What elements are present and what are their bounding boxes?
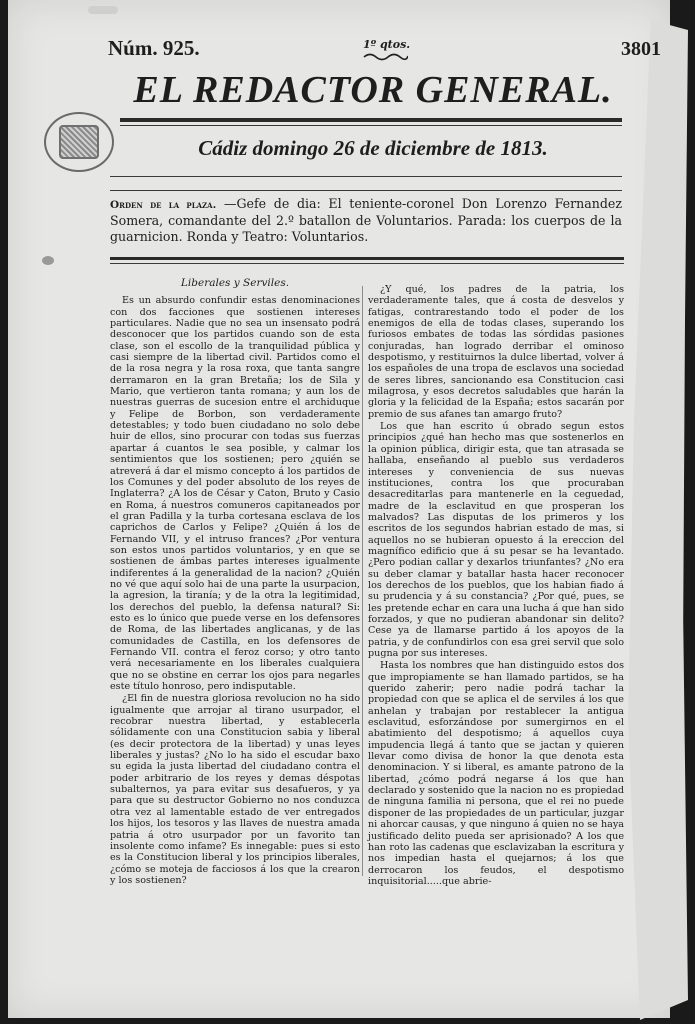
title-rule-thick: [120, 118, 622, 122]
section-rule-thick: [110, 257, 624, 260]
article-paragraph: Los que han escrito ú obrado segun estos principios ¿qué han hecho mas que sostenerlos en la opinion pública, dirigir esta, que tan atrasada se hallaba, enseñando al pueblo sus verdaderos intereses y conveniencia de sus nuevas instituciones, contra los que procuraban desacreditarlas para mantenerle en la ceguedad, madre de la esclavitud en que prosperan los malvados? Las disputas de los primeros y los escritos de los segundos habrian estado de mas, si aquellos no se hubieran opuesto á la ereccion del magnífico edificio que á su pesar se ha levantado. ¿Pero podian callar y dexarlos triunfantes? ¿No era su deber clamar y batallar hasta hacer reconocer los derechos de los pueblos, que los habian fiado á su prudencia y á su constancia? ¿Por qué, pues, se les pretende echar en cara una lucha á que han sido forzados, y que no pudieran abandonar sin delito? Cese ya de llamarse partido á los apoyos de la patria, y de confundirlos con esa grei servil que solo pugna por sus intereses.: [368, 421, 624, 659]
article-heading: Liberales y Serviles.: [180, 277, 290, 289]
article-column-right: [368, 284, 624, 888]
orders-label: Orden de la plaza.: [110, 199, 217, 211]
issue-header: [108, 36, 667, 70]
dateline: Cádiz domingo 26 de diciembre de 1813.: [198, 136, 548, 160]
dateline-rule-bottom: [110, 190, 622, 191]
garrison-orders: [110, 196, 622, 245]
column-divider: [362, 286, 363, 876]
article-paragraph: ¿Y qué, los padres de la patria, los verdaderamente tales, que á costa de desvelos y fatigas, contrarestando todo el poder de los enemigos de ella de todas clases, superando los furiosos embates de todas las sórdidas pasiones conjuradas, han logrado derribar el ominoso despotismo, y restituirnos la dulce libertad, volver á los españoles de una tropa de esclavos una sociedad de seres libres, sancionando esa Constitucion casi milagrosa, y esos decretos saludables que harán la gloria y la felicidad de la España; estos sacarán por premio de sus afanes tan amargo fruto?: [368, 284, 624, 420]
orders-text: —Gefe de dia: El teniente-coronel Don Lorenzo Fernandez Somera, comandante del 2.º batallon de Voluntarios. Parada: los cuerpos de la guarnicion. Ronda y Teatro: Voluntarios.: [110, 196, 622, 244]
article-paragraph: Hasta los nombres que han distinguido estos dos que impropiamente se han llamado partidos, se ha querido zaherir; pero nadie podrá tachar la propiedad con que se aplica el de serviles á los que anhelan y trabajan por restablecer la antigua esclavitud, esforzándose por sumergirnos en el abatimiento del despotismo; á aquellos cuya impudencia llegá á tanto que se jactan y quieren llevar como divisa de honor la que denota esta denominacion. Y si liberal, es amante patrono de la libertad, ¿cómo podrá negarse á los que han declarado y sostenido que la nacion no es propiedad de ninguna familia ni persona, que el rei no puede disponer de las propiedades de un particular, juzgar ni ahorcar causas, y que ninguno á quien no se haya justificado delito pueda ser aprisionado? A los que han roto las cadenas que esclavizaban la escritura y nos impedian hasta el quejarnos; á los que derrocaron los feudos, el despotismo inquisitorial.....que abrie-: [368, 660, 624, 887]
ink-blot: [42, 256, 54, 265]
library-seal-stamp-icon: [44, 112, 114, 172]
handwritten-note: 1º qtos.: [363, 38, 411, 51]
paper-mark: [88, 6, 118, 14]
newspaper-title: EL REDACTOR GENERAL.: [133, 69, 613, 111]
title-rule-thin: [120, 125, 622, 126]
article-paragraph: ¿El fin de nuestra gloriosa revolucion no ha sido igualmente que arrojar al tirano usurpador, el recobrar nuestra libertad, y establecerla sólidamente con una Constitucion sabia y liberal (es decir protectora de la libertad) y unas leyes liberales y justas? ¿No lo ha sido el escudar baxo su egida la justa libertad del ciudadano contra el poder arbitrario de los reyes y demas déspotas subalternos, ya para evitar sus desafueros, y ya para que su destructor Gobierno no nos conduzca otra vez al lamentable estado de ver entregados los hijos, los tesoros y las llaves de nuestra amada patria á otro usurpador por un favorito tan insolente como infame? Es innegable: pues si esto es la Constitucion liberal y los principios liberales, ¿cómo se moteja de facciosos á los que la crearon y los sostienen?: [110, 693, 360, 886]
section-rule-thin: [110, 263, 624, 264]
page-number: 3801: [621, 38, 661, 60]
issue-number: Núm. 925.: [108, 36, 200, 60]
article-column-left: [110, 278, 360, 887]
article-paragraph: Es un absurdo confundir estas denominaciones con dos facciones que sostienen intereses particulares. Nadie que no sea un insensato podrá desconocer que los partidos cuando son de esta clase, son el escollo de la tranquilidad pública y casi siempre de la libertad civil. Partidos como el de la rosa negra y la rosa roxa, que tanta sangre derramaron en la gran Bretaña; los de Sila y Mario, que vertieron tanta romana; y aun los de nuestras guerras de sucesion entre el archiduque y Felipe de Borbon, son verdaderamente detestables; y todo buen ciudadano no solo debe huir de ellos, sino procurar con todas sus fuerzas apartar á cuantos le sea posible, y calmar los sentimientos que los sostienen; pero ¿quién se atreverá á dar el mismo concepto á los partidos de los Comunes y del poder absoluto de los reyes de Inglaterra? ¿A los de César y Caton, Bruto y Casio en Roma, á nuestros comuneros capitaneados por el gran Padilla y la turba cortesana esclava de los caprichos de Carlos y Felipe? ¿Quién á los de Fernando VII, y el intruso frances? ¿Por ventura son estos unos partidos voluntarios, y en que se sostienen de ámbas partes intereses igualmente indiferentes á la generalidad de la nacion? ¿Quién no vé que aquí solo hai de una parte la usurpacion, la agresion, la tiranía; y de la otra la legitimidad, los derechos del pueblo, la defensa natural? Si: esto es lo único que puede verse en los defensores de Roma, de las libertades anglicanas, y de las comunidades de Castilla, en los defensores de Fernando VII. contra el feroz corso; y otro tanto verá necesariamente en los liberales cualquiera que no se obstine en cerrar los ojos para negarles este título honroso, pero indisputable.: [110, 295, 360, 693]
ornament-squiggle-icon: [362, 52, 408, 62]
dateline-rule-top: [110, 176, 622, 177]
